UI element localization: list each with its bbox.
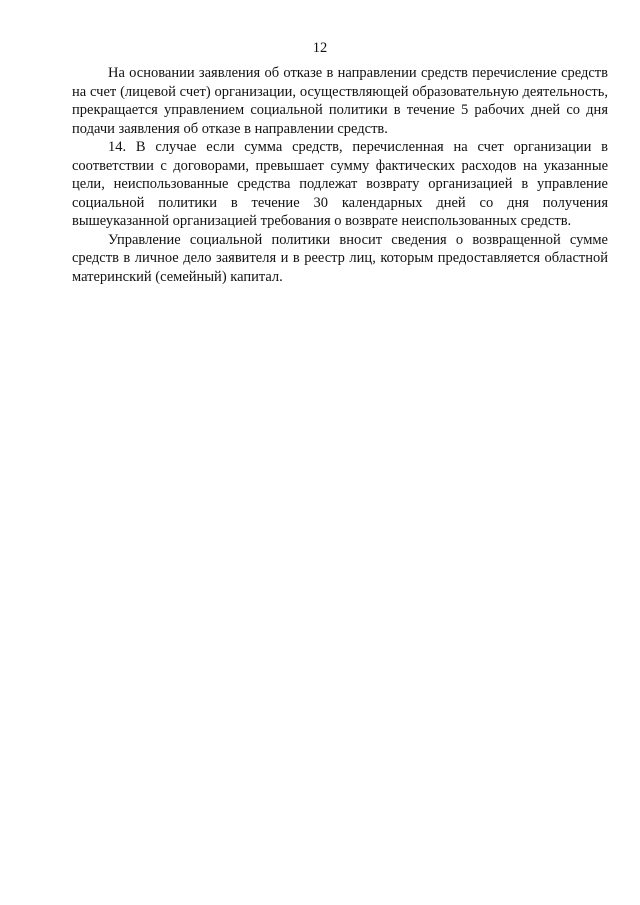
paragraph-14-refund: 14. В случае если сумма средств, перечисленная на счет организации в соответствии с договорами, превышает сумму фактических расходов на указанные цели, неиспользованные средства подлежат возврату организацией в управление социальной политики в течение 30 календарных дней со дня получения вышеуказанной организацией требования о возврате неиспользованных средств. [72, 139, 608, 229]
paragraph-refusal-notice: На основании заявления об отказе в направлении средств перечисление средств на счет (лицевой счет) организации, осуществляющей образовательную деятельность, прекращается управлением социальной политики в течение 5 рабочих дней со дня подачи заявления об отказе в направлении средств. [72, 65, 608, 137]
page-number: 12 [312, 40, 328, 56]
paragraph-register-entry: Управление социальной политики вносит сведения о возвращенной сумме средств в личное дело заявителя и в реестр лиц, которым предоставляется областной материнский (семейный) капитал. [72, 231, 608, 285]
document-body [72, 64, 608, 286]
